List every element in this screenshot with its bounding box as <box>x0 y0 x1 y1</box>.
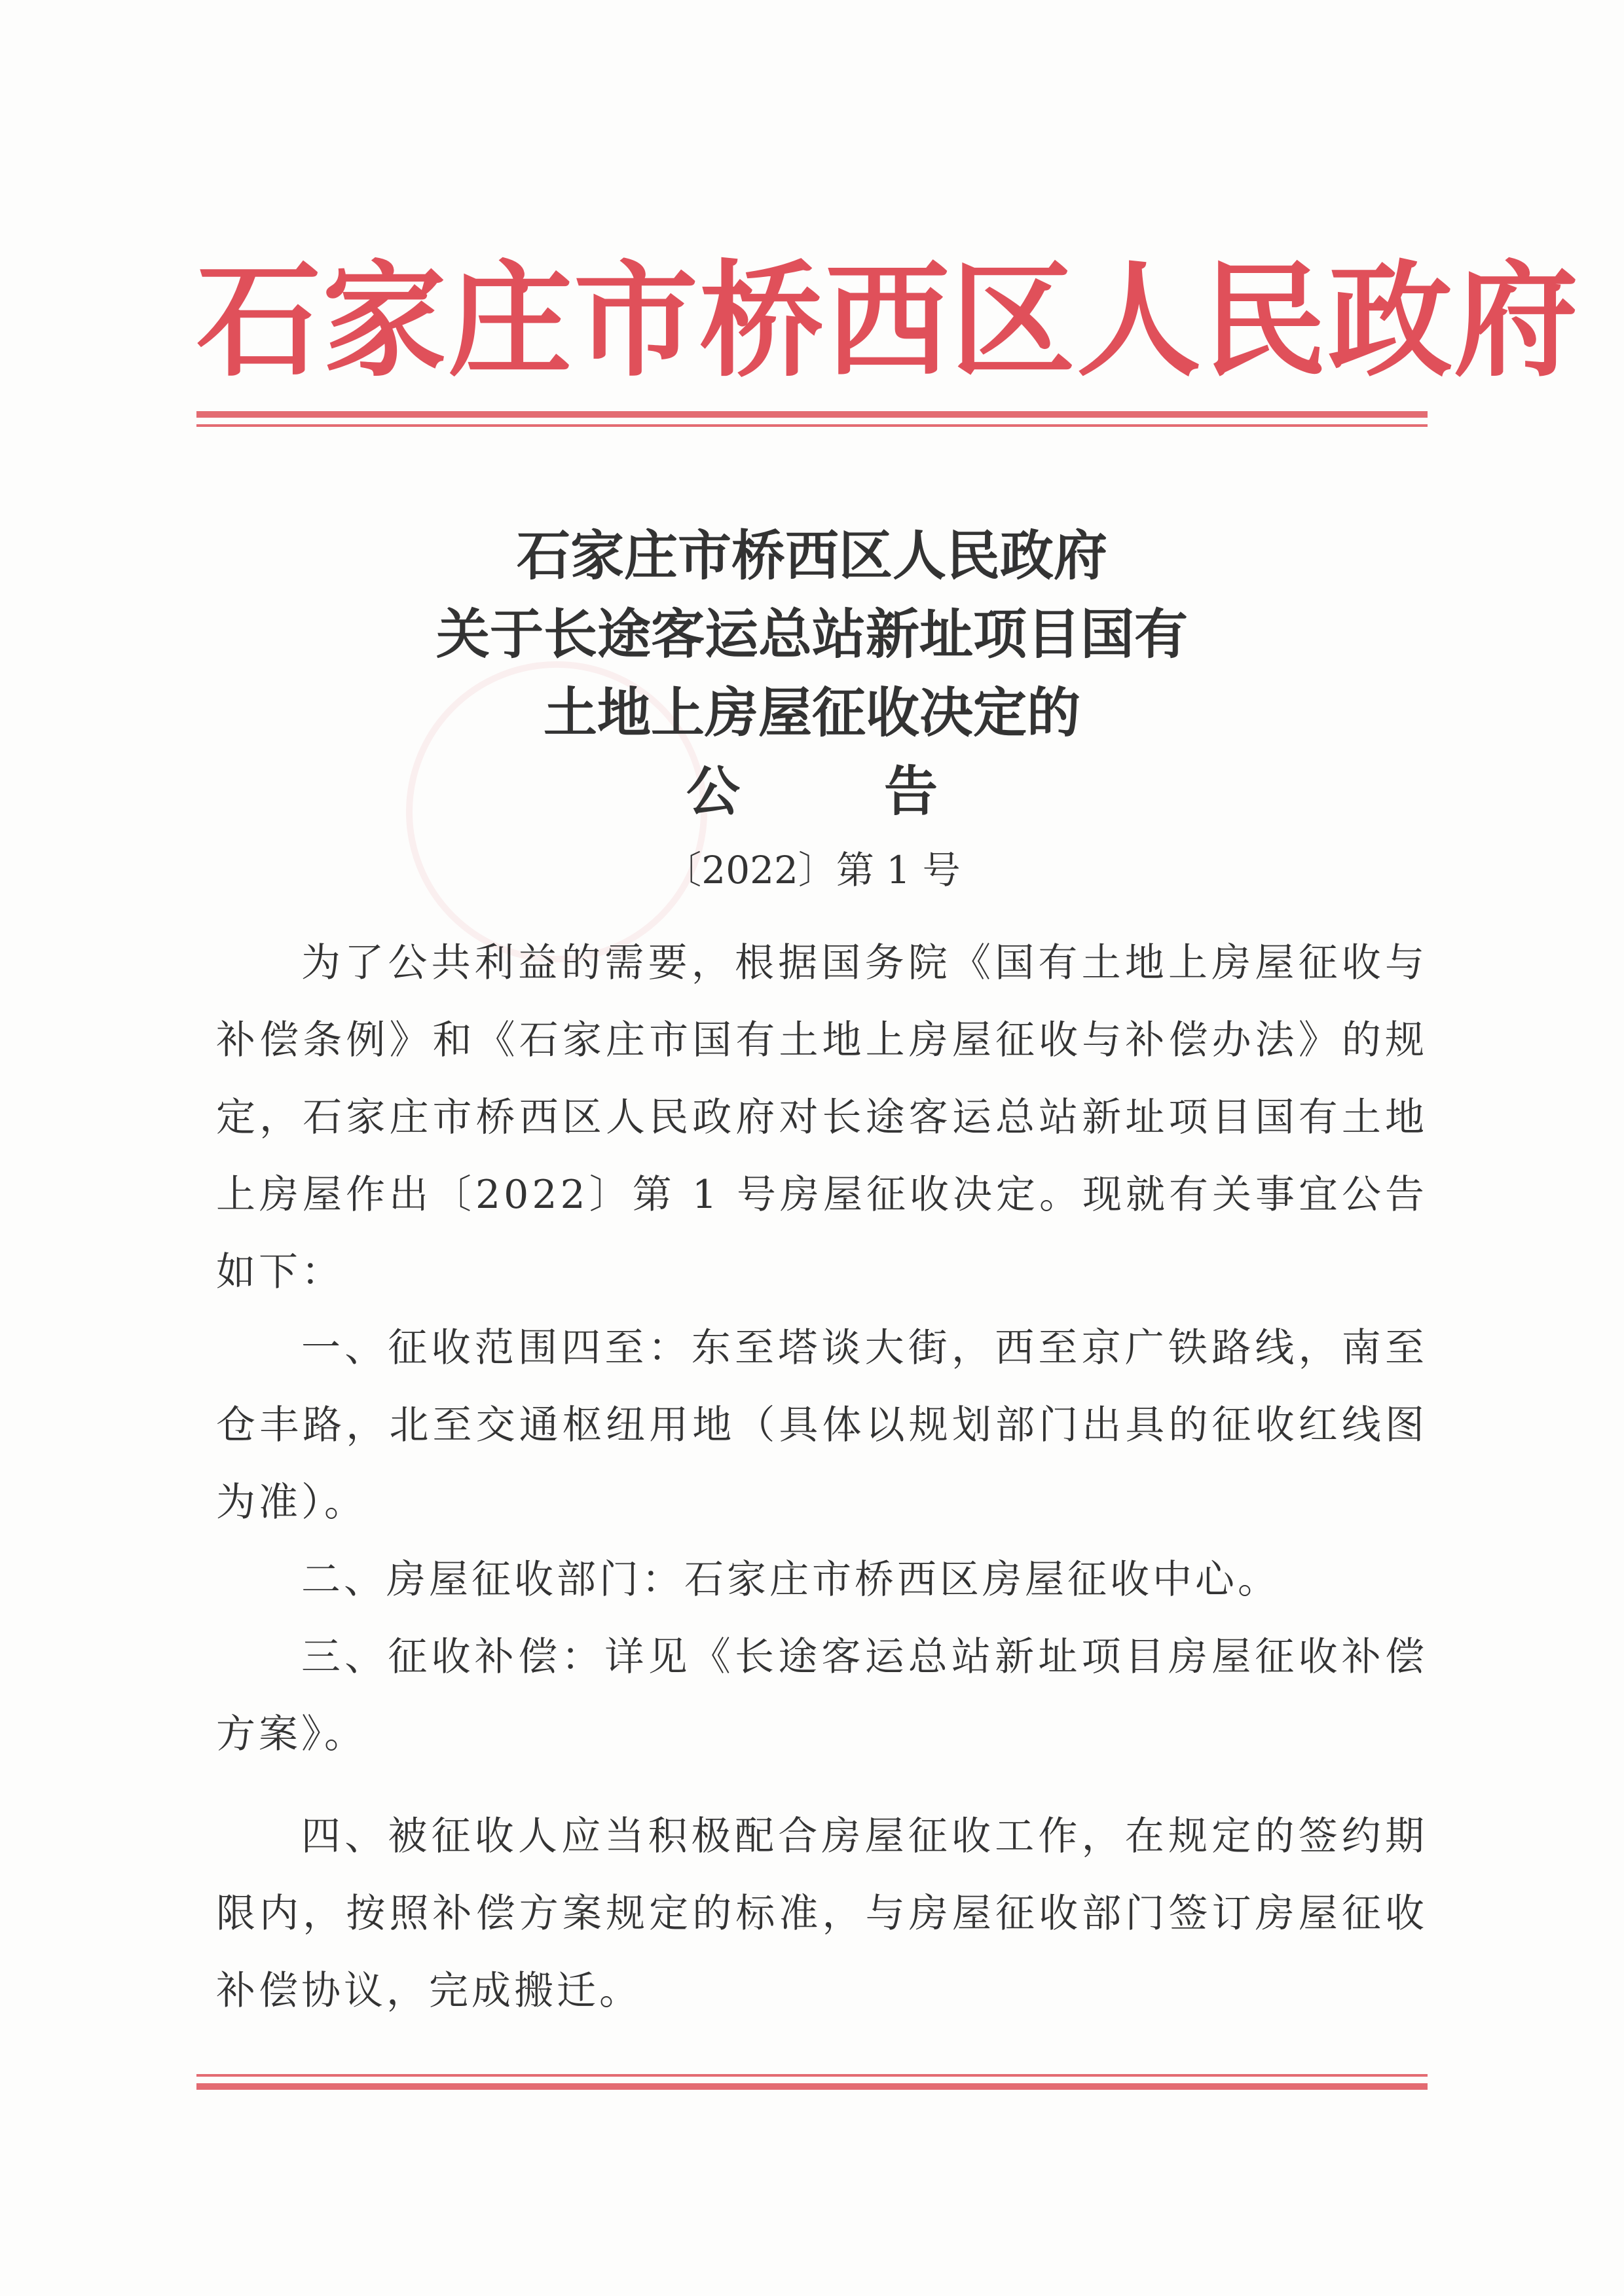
body-paragraph-2 <box>216 1309 1428 1541</box>
title-line-1: 石家庄市桥西区人民政府 <box>516 524 1107 587</box>
body-paragraph-4 <box>216 1618 1428 1773</box>
body-paragraph-1 <box>216 924 1428 1311</box>
paragraph-text: 为了公共利益的需要，根据国务院《国有土地上房屋征收与补偿条例》和《石家庄市国有土地上房屋征收与补偿办法》的规定，石家庄市桥西区人民政府对长途客运总站新址项目国有土地上房屋作出〔2022〕第 1 号房屋征收决定。现就有关事宜公告如下： <box>216 940 1428 1295</box>
bottom-rule-thick-line <box>196 2083 1428 2090</box>
top-rule-thick-line <box>196 411 1428 418</box>
bottom-red-rule <box>196 2074 1428 2090</box>
document-number: 〔2022〕第 1 号 <box>663 848 961 892</box>
top-red-rule <box>196 411 1428 427</box>
title-line-2: 关于长途客运总站新址项目国有 <box>435 603 1188 666</box>
body-paragraph-5 <box>216 1798 1428 2030</box>
bottom-rule-thin-line <box>196 2074 1428 2077</box>
top-rule-thin-line <box>196 424 1428 427</box>
paragraph-text: 三、征收补偿：详见《长途客运总站新址项目房屋征收补偿方案》。 <box>216 1634 1428 1757</box>
paragraph-text: 一、征收范围四至：东至塔谈大街，西至京广铁路线，南至仓丰路，北至交通枢纽用地（具体以规划部门出具的征收红线图为准）。 <box>216 1325 1428 1525</box>
paragraph-text: 四、被征收人应当积极配合房屋征收工作，在规定的签约期限内，按照补偿方案规定的标准，与房屋征收部门签订房屋征收补偿协议，完成搬迁。 <box>216 1813 1428 2014</box>
body-paragraph-3 <box>216 1541 1428 1618</box>
issuer-masthead: 石家庄市桥西区人民政府 <box>196 247 1580 393</box>
title-line-4: 公告 <box>686 760 1082 823</box>
paragraph-text: 二、房屋征收部门：石家庄市桥西区房屋征收中心。 <box>301 1557 1280 1603</box>
title-line-3: 土地上房屋征收决定的 <box>543 682 1080 744</box>
